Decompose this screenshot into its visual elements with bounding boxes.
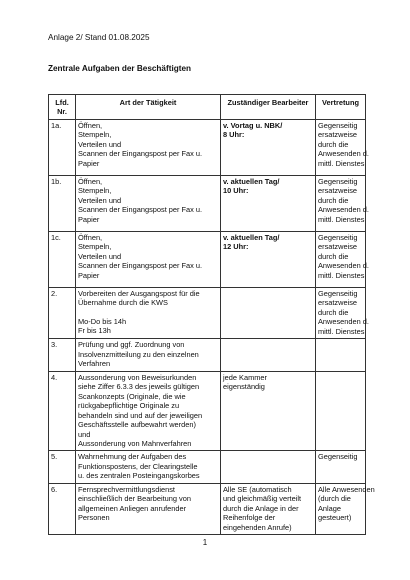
task-line: Stempeln, — [78, 186, 112, 196]
deputy-line: Anlage — [318, 503, 342, 513]
header-row — [49, 95, 366, 120]
header-nr — [49, 95, 76, 120]
task-cell — [76, 371, 221, 451]
table-header — [49, 95, 366, 120]
document-title: Zentrale Aufgaben der Beschäftigten — [48, 64, 192, 73]
task-table — [48, 94, 375, 535]
row-number: 6. — [49, 483, 76, 534]
task-line: u. des zentralen Posteingangskorbes — [78, 471, 200, 481]
responsible-cell — [221, 451, 316, 483]
deputy-line: Anwesenden d. — [318, 205, 369, 215]
deputy-line: durch die — [318, 307, 349, 317]
responsible-cell — [221, 287, 316, 338]
deputy-cell — [316, 371, 366, 451]
task-line: Übernahme durch die KWS — [78, 298, 168, 308]
row-number: 1c. — [49, 231, 76, 287]
row-number: 5. — [49, 451, 76, 483]
table-row — [49, 483, 366, 534]
task-line: Öffnen, — [78, 232, 103, 242]
task-line: Scannen der Eingangspost per Fax u. — [78, 261, 203, 271]
header-responsible: Zuständiger Bearbeiter — [221, 95, 316, 120]
task-line: Verfahren — [78, 359, 111, 369]
deputy-line: mittl. Dienstes — [318, 326, 365, 336]
task-line: Öffnen, — [78, 176, 103, 186]
responsible-line: 8 Uhr: — [223, 130, 245, 140]
task-line: Wahrnehmung der Aufgaben des — [78, 452, 187, 462]
responsible-cell — [221, 119, 316, 175]
row-number: 1a. — [49, 119, 76, 175]
deputy-line: (durch die — [318, 494, 351, 504]
task-line: Prüfung und ggf. Zuordnung von — [78, 340, 185, 350]
deputy-line: mittl. Dienstes — [318, 158, 365, 168]
responsible-line: eigenständig — [223, 382, 265, 392]
task-cell — [76, 119, 221, 175]
deputy-line: Gegenseitig — [318, 120, 358, 130]
deputy-line: Gegenseitig — [318, 288, 358, 298]
responsible-cell — [221, 371, 316, 451]
task-line: behandeln sind und auf der jeweiligen — [78, 410, 203, 420]
responsible-line: durch die Anlage in der — [223, 503, 299, 513]
header-nr-line: Lfd. — [55, 98, 69, 107]
table-row — [49, 371, 366, 451]
task-cell — [76, 451, 221, 483]
deputy-line: Anwesenden d. — [318, 149, 369, 159]
deputy-cell — [316, 451, 366, 483]
task-line: Papier — [78, 214, 100, 224]
deputy-line: Anwesenden d. — [318, 261, 369, 271]
deputy-line: Gegenseitig — [318, 232, 358, 242]
task-line: Personen — [78, 513, 110, 523]
responsible-cell — [221, 175, 316, 231]
task-line: Scannen der Eingangspost per Fax u. — [78, 149, 203, 159]
task-cell — [76, 339, 221, 371]
task-line: einschließlich der Bearbeitung von — [78, 494, 191, 504]
responsible-cell — [221, 483, 316, 534]
deputy-cell — [316, 287, 369, 338]
responsible-line: v. aktuellen Tag/ — [223, 232, 280, 242]
page-number: 1 — [202, 538, 208, 547]
task-line: Insolvenzmitteilung zu den einzelnen — [78, 349, 199, 359]
table-row — [49, 287, 366, 338]
task-line: allgemeinen Anliegen anrufender — [78, 503, 187, 513]
row-number: 1b. — [49, 175, 76, 231]
task-line: Verteilen und — [78, 251, 122, 261]
deputy-line: durch die — [318, 139, 349, 149]
responsible-line: v. Vortag u. NBK/ — [223, 120, 283, 130]
task-line: Fr bis 13h — [78, 326, 111, 336]
deputy-line: Anwesenden d. — [318, 317, 369, 327]
deputy-line: mittl. Dienstes — [318, 214, 365, 224]
deputy-line: ersatzweise — [318, 130, 358, 140]
table-row — [49, 451, 366, 483]
deputy-line: ersatzweise — [318, 298, 358, 308]
task-cell — [76, 231, 221, 287]
header-task: Art der Tätigkeit — [76, 95, 221, 120]
task-line: Verteilen und — [78, 195, 122, 205]
table-row — [49, 231, 366, 287]
task-cell — [76, 287, 221, 338]
page-header: Anlage 2/ Stand 01.08.2025 — [48, 33, 150, 42]
row-number: 3. — [49, 339, 76, 371]
header-nr-line: Nr. — [57, 107, 67, 117]
task-line: Papier — [78, 270, 100, 280]
task-line: Aussonderung von Mahnverfahren — [78, 438, 192, 448]
deputy-cell — [316, 175, 369, 231]
deputy-line: durch die — [318, 251, 349, 261]
deputy-cell — [316, 483, 375, 534]
task-cell — [76, 175, 221, 231]
task-line: Scannen der Eingangspost per Fax u. — [78, 205, 203, 215]
table-row — [49, 119, 366, 175]
task-cell — [76, 483, 221, 534]
task-line: Stempeln, — [78, 242, 112, 252]
task-line: Scankonzepts (Originale, die wie — [78, 391, 186, 401]
responsible-line: v. aktuellen Tag/ — [223, 176, 280, 186]
task-line: Mo-Do bis 14h — [78, 316, 127, 326]
deputy-line: Gegenseitig — [318, 452, 358, 462]
deputy-line: Gegenseitig — [318, 176, 358, 186]
deputy-cell — [316, 339, 366, 371]
task-line: siehe Ziffer 6.3.3 des jeweils gültigen — [78, 382, 200, 392]
task-line: Fernsprechvermittlungsdienst — [78, 484, 175, 494]
responsible-line: 10 Uhr: — [223, 186, 249, 196]
deputy-line: ersatzweise — [318, 186, 358, 196]
task-line: Funktionspostens, der Clearingstelle — [78, 461, 198, 471]
task-line: Öffnen, — [78, 120, 103, 130]
task-line: Vorbereiten der Ausgangspost für die — [78, 288, 200, 298]
deputy-line: ersatzweise — [318, 242, 358, 252]
header-deputy: Vertretung — [316, 95, 366, 120]
responsible-line: 12 Uhr: — [223, 242, 249, 252]
responsible-line: jede Kammer — [223, 372, 267, 382]
task-line: Geschäftsstelle aufbewahrt werden) — [78, 420, 196, 430]
table-row — [49, 339, 366, 371]
deputy-line: gesteuert) — [318, 513, 352, 523]
deputy-line: Alle Anwesenden — [318, 484, 375, 494]
responsible-cell — [221, 339, 316, 371]
task-line: rückgabepflichtige Originale zu — [78, 401, 180, 411]
responsible-cell — [221, 231, 316, 287]
deputy-cell — [316, 231, 369, 287]
responsible-line: Reihenfolge der — [223, 513, 276, 523]
deputy-line: mittl. Dienstes — [318, 270, 365, 280]
row-number: 4. — [49, 371, 76, 451]
task-line: Stempeln, — [78, 130, 112, 140]
responsible-line: eingehenden Anrufe) — [223, 522, 292, 532]
table-body — [49, 119, 375, 534]
responsible-line: und gleichmäßig verteilt — [223, 494, 302, 504]
task-spacer — [78, 308, 218, 317]
task-line: und — [78, 429, 91, 439]
row-number: 2. — [49, 287, 76, 338]
responsible-line: Alle SE (automatisch — [223, 484, 292, 494]
table-row — [49, 175, 366, 231]
task-line: Verteilen und — [78, 139, 122, 149]
deputy-line: durch die — [318, 195, 349, 205]
task-line: Papier — [78, 158, 100, 168]
task-line: Aussonderung von Beweisurkunden — [78, 372, 197, 382]
deputy-cell — [316, 119, 369, 175]
